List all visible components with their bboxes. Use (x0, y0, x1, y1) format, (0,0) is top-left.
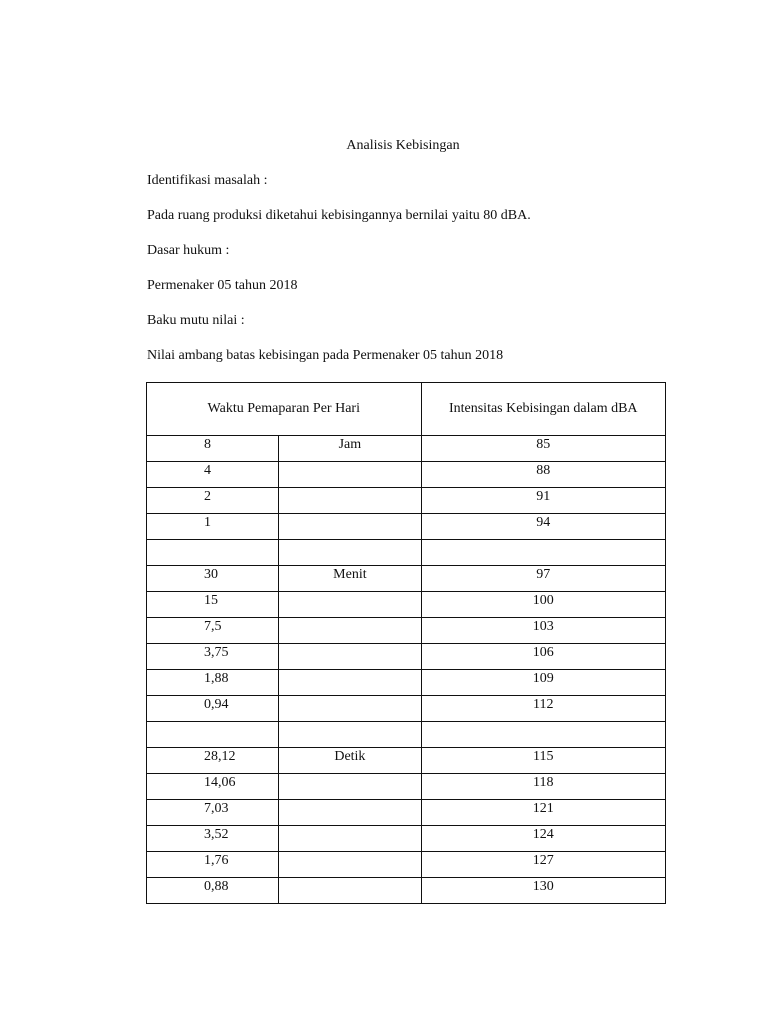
table-row (147, 878, 666, 904)
paragraph-baku-mutu: Baku mutu nilai : (147, 313, 245, 328)
table-header-row (147, 383, 666, 436)
paragraph-identifikasi: Identifikasi masalah : (147, 173, 268, 188)
cell-exposure-time: 15 (147, 592, 279, 618)
cell-time-unit (279, 696, 421, 722)
table-row (147, 618, 666, 644)
cell-time-unit (279, 644, 421, 670)
table-row (147, 540, 666, 566)
table-row (147, 722, 666, 748)
cell-time-unit (279, 800, 421, 826)
cell-dba-value (421, 540, 665, 566)
cell-time-unit (279, 540, 421, 566)
cell-dba-value: 118 (421, 774, 665, 800)
cell-dba-value: 100 (421, 592, 665, 618)
cell-time-unit (279, 878, 421, 904)
table-row (147, 800, 666, 826)
table-row (147, 592, 666, 618)
table-row (147, 774, 666, 800)
table-body (147, 383, 666, 904)
cell-exposure-time: 8 (147, 436, 279, 462)
table-row (147, 514, 666, 540)
cell-dba-value: 109 (421, 670, 665, 696)
cell-time-unit: Menit (279, 566, 421, 592)
cell-exposure-time: 30 (147, 566, 279, 592)
cell-time-unit (279, 670, 421, 696)
cell-dba-value: 121 (421, 800, 665, 826)
cell-exposure-time: 2 (147, 488, 279, 514)
cell-dba-value: 103 (421, 618, 665, 644)
cell-time-unit: Detik (279, 748, 421, 774)
table-row (147, 852, 666, 878)
cell-exposure-time: 1,88 (147, 670, 279, 696)
header-exposure-time: Waktu Pemaparan Per Hari (147, 383, 422, 436)
table-row (147, 826, 666, 852)
document-title: Analisis Kebisingan (346, 138, 460, 153)
header-noise-intensity: Intensitas Kebisingan dalam dBA (421, 383, 665, 436)
table-row (147, 488, 666, 514)
cell-time-unit (279, 488, 421, 514)
cell-dba-value: 85 (421, 436, 665, 462)
cell-dba-value: 106 (421, 644, 665, 670)
cell-exposure-time: 1,76 (147, 852, 279, 878)
cell-time-unit (279, 826, 421, 852)
cell-dba-value: 127 (421, 852, 665, 878)
paragraph-problem: Pada ruang produksi diketahui kebisingannya bernilai yaitu 80 dBA. (147, 208, 531, 223)
table-row (147, 566, 666, 592)
paragraph-nab: Nilai ambang batas kebisingan pada Permenaker 05 tahun 2018 (147, 348, 504, 363)
cell-time-unit (279, 618, 421, 644)
cell-exposure-time (147, 722, 279, 748)
cell-time-unit (279, 462, 421, 488)
table-row (147, 644, 666, 670)
table-row (147, 696, 666, 722)
cell-dba-value: 91 (421, 488, 665, 514)
cell-time-unit (279, 514, 421, 540)
cell-exposure-time (147, 540, 279, 566)
cell-dba-value: 115 (421, 748, 665, 774)
table-row (147, 436, 666, 462)
cell-exposure-time: 7,5 (147, 618, 279, 644)
table-row (147, 748, 666, 774)
noise-threshold-table (146, 382, 666, 904)
cell-time-unit: Jam (279, 436, 421, 462)
cell-exposure-time: 4 (147, 462, 279, 488)
cell-dba-value: 124 (421, 826, 665, 852)
cell-exposure-time: 28,12 (147, 748, 279, 774)
cell-dba-value: 94 (421, 514, 665, 540)
cell-exposure-time: 0,88 (147, 878, 279, 904)
cell-time-unit (279, 852, 421, 878)
cell-time-unit (279, 774, 421, 800)
cell-dba-value (421, 722, 665, 748)
cell-dba-value: 97 (421, 566, 665, 592)
cell-exposure-time: 14,06 (147, 774, 279, 800)
cell-time-unit (279, 722, 421, 748)
table-row (147, 670, 666, 696)
cell-time-unit (279, 592, 421, 618)
cell-exposure-time: 7,03 (147, 800, 279, 826)
table-row (147, 462, 666, 488)
cell-exposure-time: 3,52 (147, 826, 279, 852)
cell-dba-value: 88 (421, 462, 665, 488)
cell-exposure-time: 0,94 (147, 696, 279, 722)
cell-exposure-time: 1 (147, 514, 279, 540)
cell-dba-value: 130 (421, 878, 665, 904)
cell-dba-value: 112 (421, 696, 665, 722)
paragraph-dasar-hukum: Dasar hukum : (147, 243, 230, 258)
cell-exposure-time: 3,75 (147, 644, 279, 670)
paragraph-regulation: Permenaker 05 tahun 2018 (147, 278, 298, 293)
